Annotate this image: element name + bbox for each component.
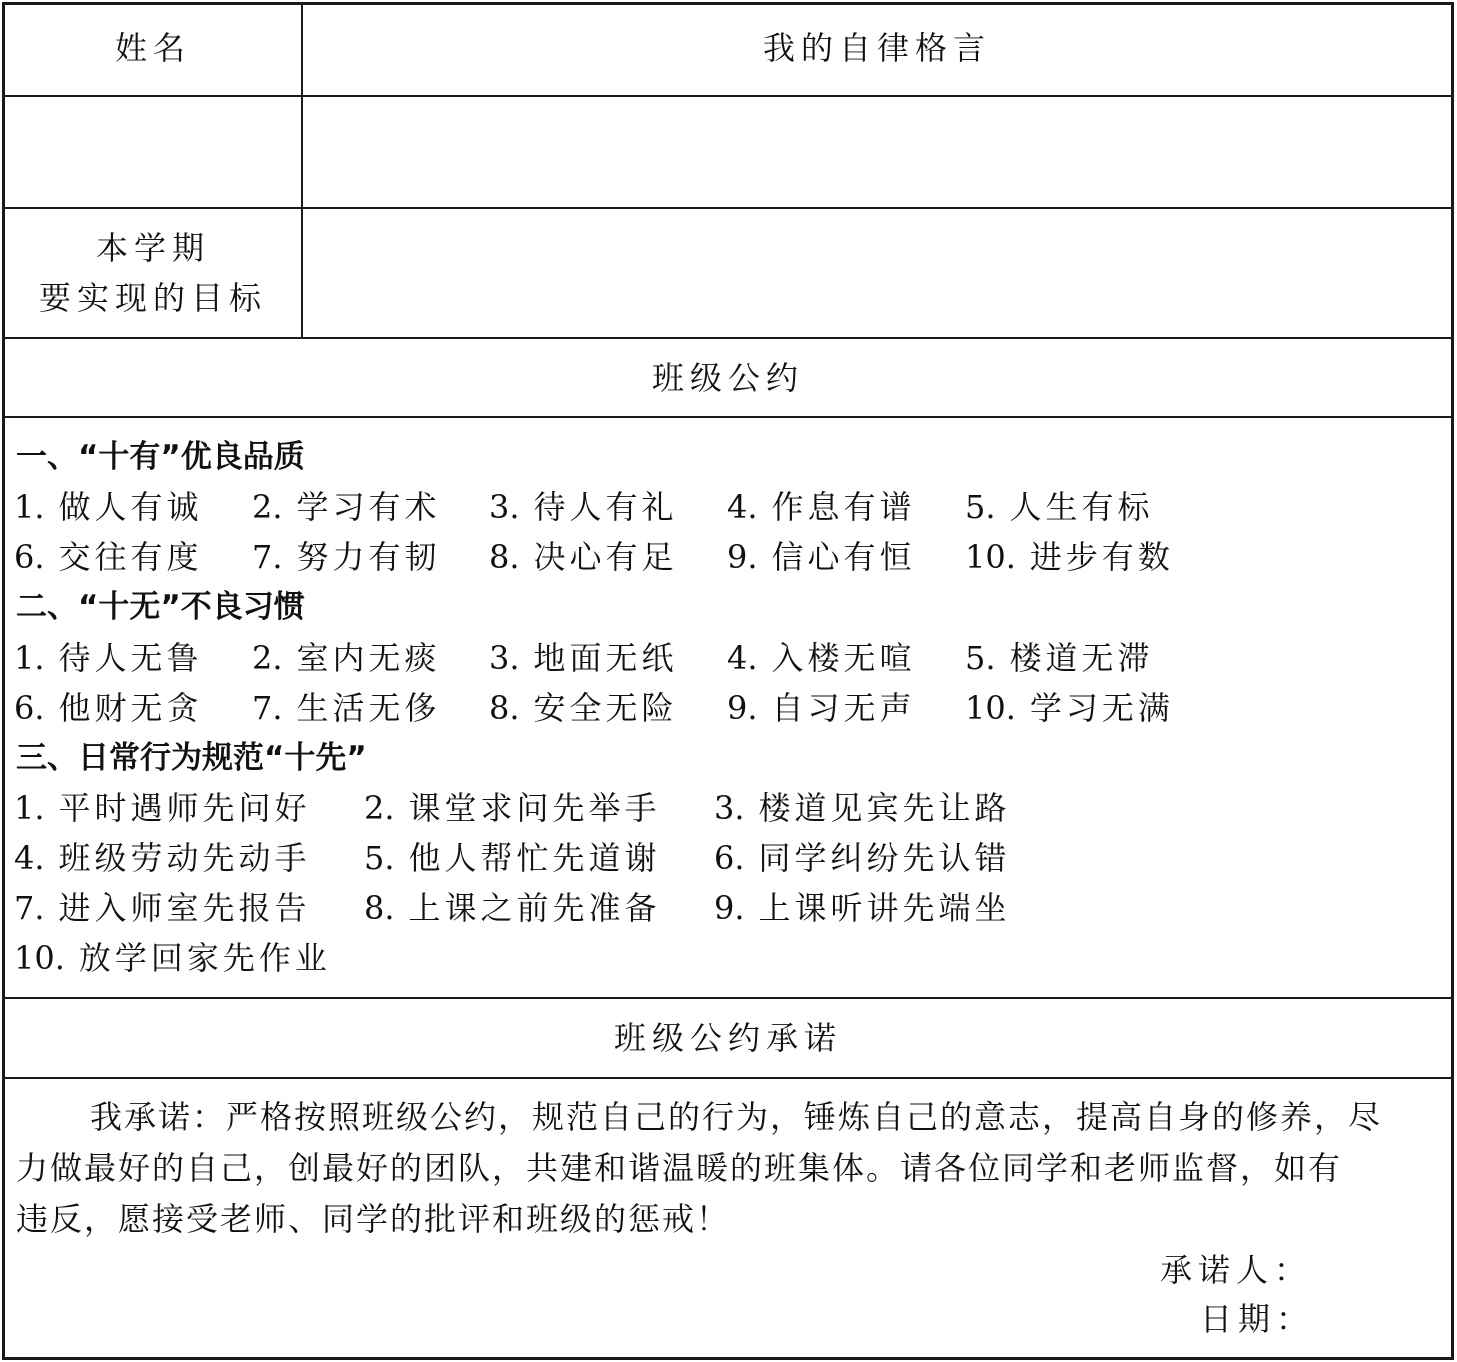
motto-entry-field[interactable] [303,97,1451,207]
goal-label-line-2: 要实现的目标 [38,279,267,317]
list-item: 6. 交往有度 [14,538,203,576]
list-item: 2. 室内无痰 [252,639,441,677]
list-item: 9. 自习无声 [727,689,916,727]
list-item: 3. 楼道见宾先让路 [714,789,1011,827]
list-item: 9. 信心有恒 [727,538,916,576]
border-top [2,2,1454,5]
list-item: 8. 安全无险 [489,689,678,727]
list-item: 2. 课堂求问先举手 [364,789,661,827]
border-right [1451,2,1454,1360]
rule-after-convention-title [2,416,1454,418]
pledge-line-2: 力做最好的自己，创最好的团队，共建和谐温暖的班集体。请各位同学和老师监督，如有 [16,1149,1343,1187]
signer-entry-field[interactable] [1300,1250,1440,1290]
list-item: 6. 他财无贪 [14,689,203,727]
list-item: 1. 做人有诚 [14,488,203,526]
list-item: 3. 待人有礼 [489,488,678,526]
list-item: 1. 待人无鲁 [14,639,203,677]
list-item: 5. 楼道无滞 [965,639,1154,677]
list-item: 1. 平时遇师先问好 [14,789,311,827]
name-entry-field[interactable] [5,97,301,207]
list-item: 4. 作息有谱 [727,488,916,526]
list-item: 10. 学习无满 [965,689,1174,727]
list-item: 10. 进步有数 [965,538,1174,576]
signer-label: 承诺人： [1160,1251,1313,1289]
date-entry-field[interactable] [1300,1299,1440,1339]
list-item: 9. 上课听讲先端坐 [714,889,1011,927]
section-heading-ten-nots: 二、“十无”不良习惯 [16,589,305,625]
rule-after-rules [2,997,1454,999]
section-heading-ten-haves: 一、“十有”优良品质 [16,439,305,475]
list-item: 8. 上课之前先准备 [364,889,661,927]
list-item: 7. 生活无侈 [252,689,441,727]
goal-label-line-1: 本学期 [95,229,210,267]
section-heading-ten-firsts: 三、日常行为规范“十先” [16,740,367,776]
list-item: 7. 努力有韧 [252,538,441,576]
date-label: 日期： [1200,1300,1315,1338]
list-item: 8. 决心有足 [489,538,678,576]
pledge-title: 班级公约承诺 [613,1019,842,1057]
list-item: 4. 入楼无喧 [727,639,916,677]
name-header: 姓名 [114,29,191,67]
rule-after-goal-row [2,337,1454,339]
list-item: 3. 地面无纸 [489,639,678,677]
goal-entry-field[interactable] [303,209,1451,337]
convention-title: 班级公约 [651,359,804,397]
border-bottom [2,1357,1454,1360]
pledge-line-1: 我承诺：严格按照班级公约，规范自己的行为，锤炼自己的意志，提高自身的修养，尽 [90,1098,1383,1136]
list-item: 5. 人生有标 [965,488,1154,526]
list-item: 6. 同学纠纷先认错 [714,839,1011,877]
motto-header: 我的自律格言 [762,29,991,67]
list-item: 10. 放学回家先作业 [14,939,331,977]
list-item: 4. 班级劳动先动手 [14,839,311,877]
rule-after-pledge-title [2,1077,1454,1079]
pledge-line-3: 违反，愿接受老师、同学的批评和班级的惩戒！ [16,1200,731,1238]
list-item: 7. 进入师室先报告 [14,889,311,927]
list-item: 2. 学习有术 [252,488,441,526]
list-item: 5. 他人帮忙先道谢 [364,839,661,877]
